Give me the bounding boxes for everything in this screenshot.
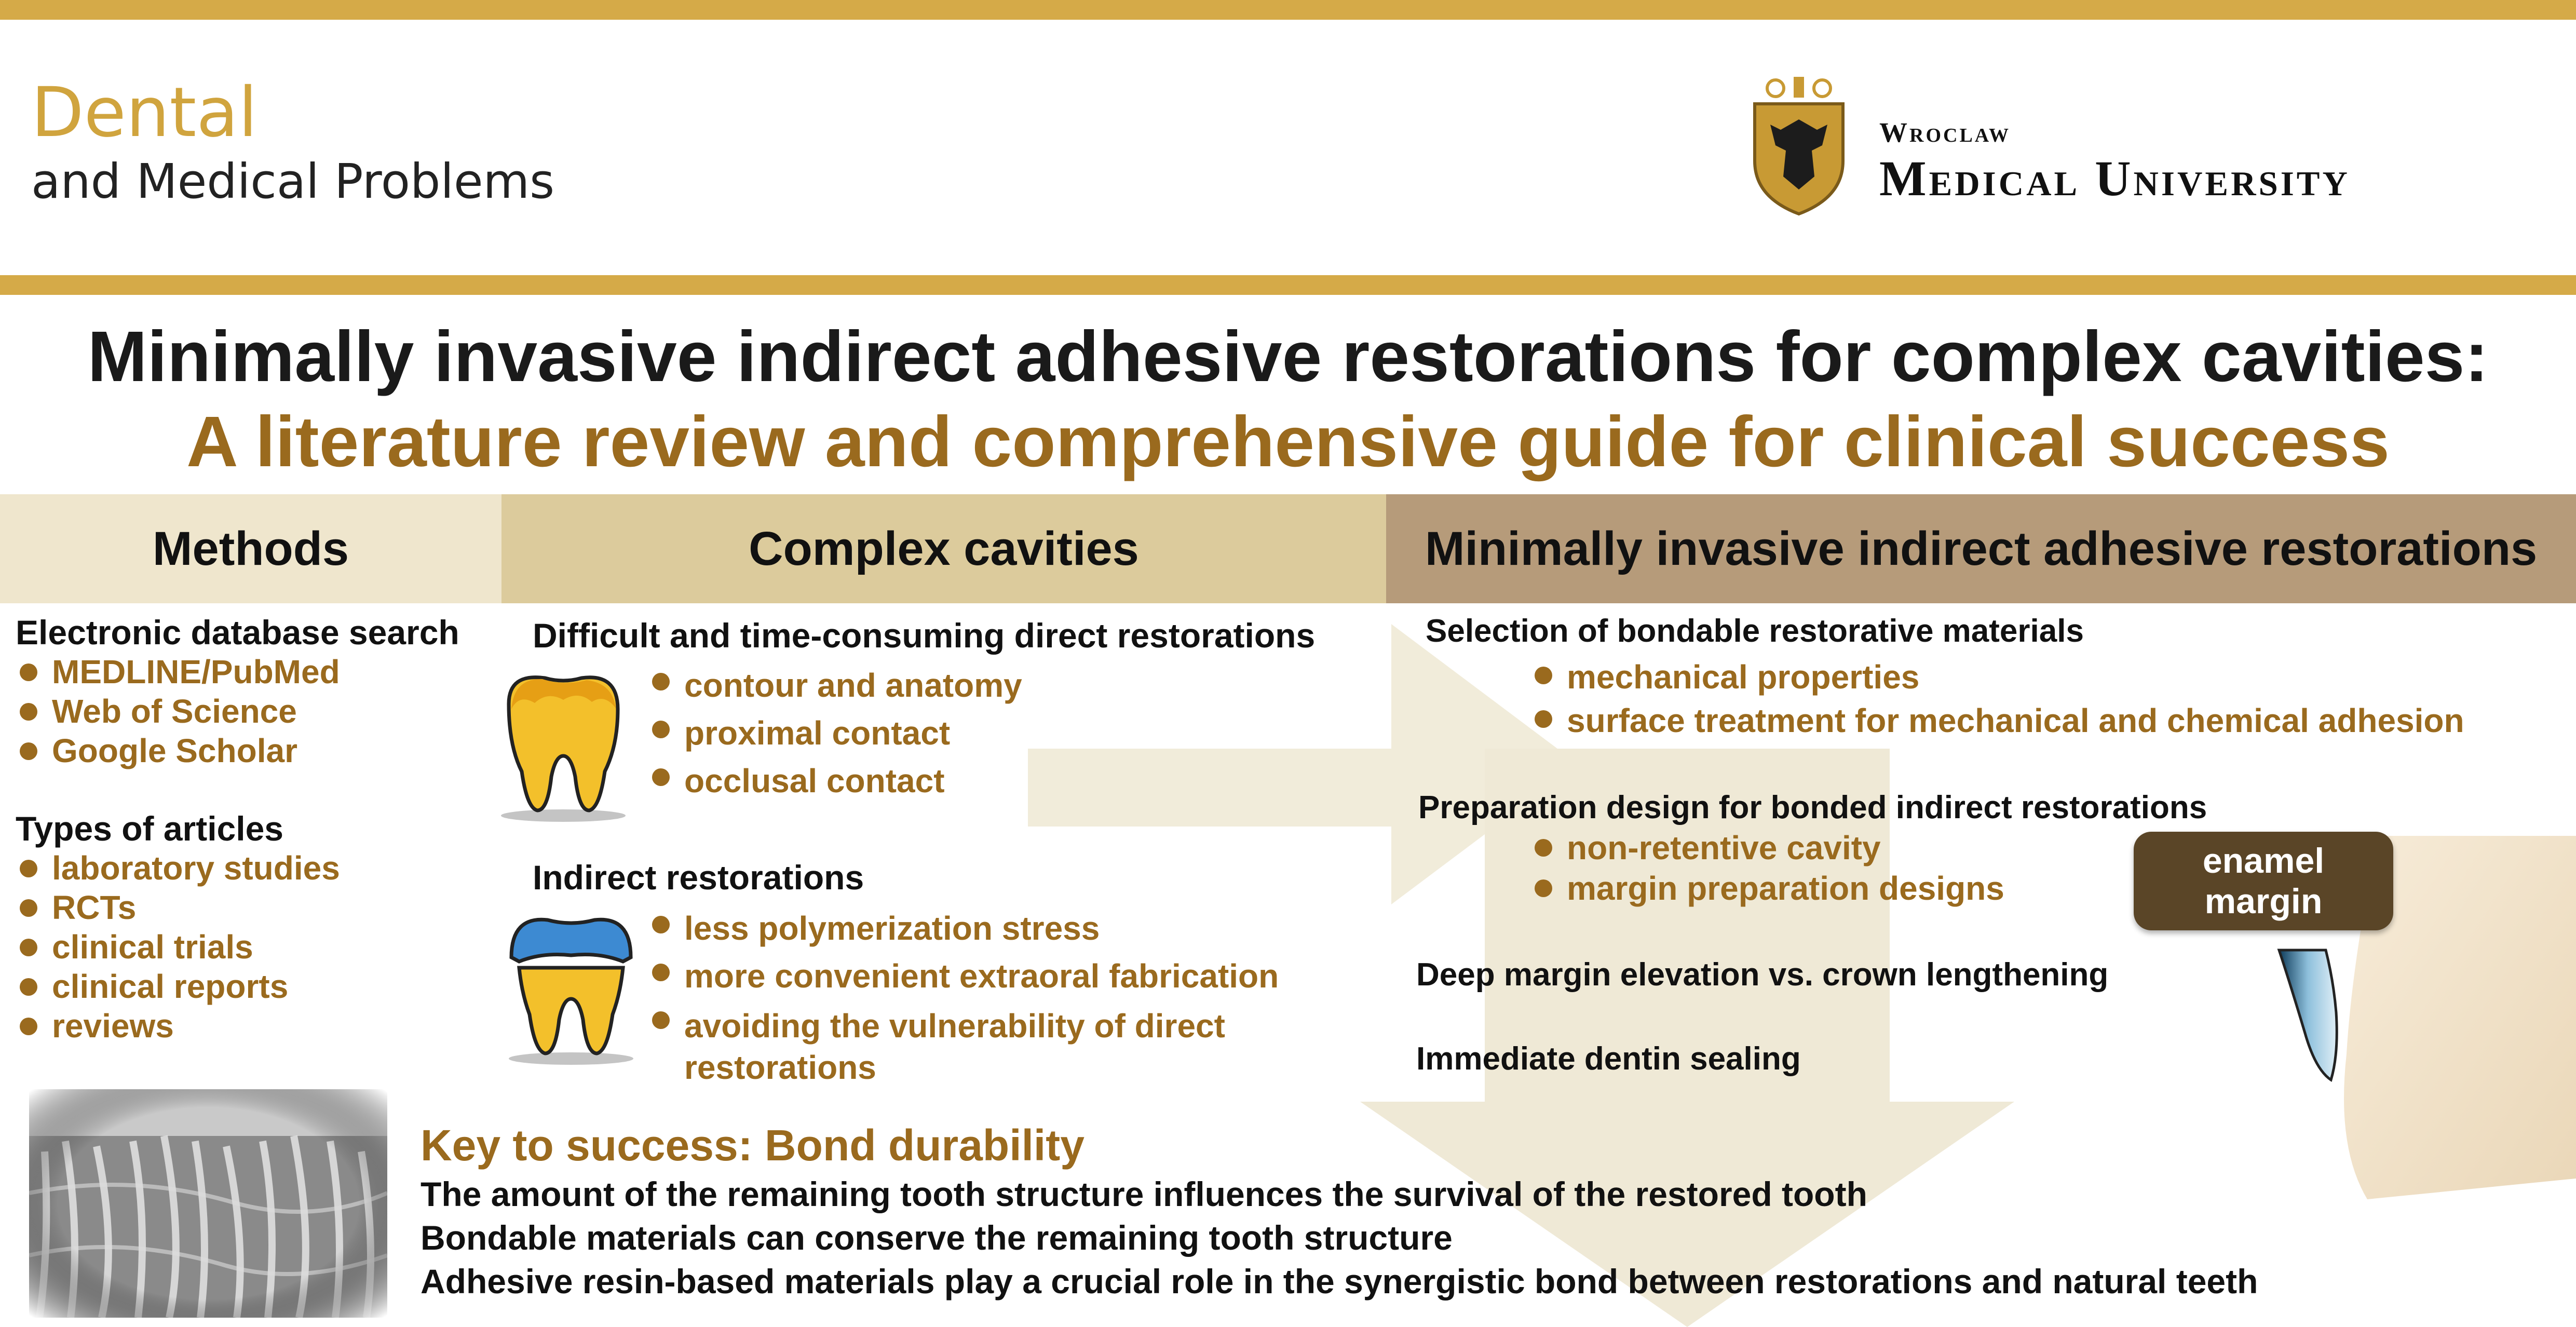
minimal-heading: Minimally invasive indirect adhesive restorations: [1425, 522, 2538, 575]
key-line-3: Adhesive resin-based materials play a crucial role in the synergistic bond between restorations and natural teeth: [421, 1262, 2258, 1301]
list-item: avoiding the vulnerability of direct restorations: [652, 1000, 1307, 1088]
indirect-list: [652, 904, 1307, 1088]
list-item: laboratory studies: [20, 848, 340, 888]
prep-list: [1535, 828, 2004, 909]
list-item: occlusal contact: [652, 757, 1022, 805]
key-line-1: The amount of the remaining tooth structure influences the survival of the restored tooth: [421, 1175, 1867, 1213]
database-list: [20, 652, 340, 770]
key-title: Key to success: Bond durability: [421, 1121, 1084, 1170]
list-item: less polymerization stress: [652, 904, 1307, 952]
badge-line2: margin: [2204, 882, 2323, 921]
complex-heading: Complex cavities: [749, 522, 1139, 575]
journal-name-line2: and Medical Problems: [31, 154, 555, 209]
journal-name-line1: Dental: [31, 73, 257, 153]
article-type-list: [20, 848, 340, 1046]
list-item: contour and anatomy: [652, 661, 1022, 709]
methods-header: [0, 494, 501, 603]
list-item: clinical reports: [20, 967, 340, 1006]
list-item: margin preparation designs: [1535, 868, 2004, 909]
tooth-indirect-icon: [496, 905, 646, 1066]
university-name-line2: Medical University: [1879, 151, 2350, 206]
prep-title: Preparation design for bonded indirect restorations: [1418, 790, 2207, 825]
title-line2: A literature review and comprehensive guide for clinical success: [186, 402, 2390, 482]
ids-title: Immediate dentin sealing: [1416, 1041, 1801, 1077]
list-item: clinical trials: [20, 927, 340, 967]
materials-list: [1535, 655, 2464, 742]
coat-of-arms-logo: [1744, 73, 1853, 218]
direct-title: Difficult and time-consuming direct restorations: [533, 616, 1316, 655]
complex-header: [501, 494, 1386, 603]
minimal-header: [1386, 494, 2576, 603]
title-line1: Minimally invasive indirect adhesive restorations for complex cavities:: [87, 317, 2489, 397]
list-item: MEDLINE/PubMed: [20, 652, 340, 692]
list-item: more convenient extraoral fabrication: [652, 952, 1307, 1000]
dme-title: Deep margin elevation vs. crown lengthening: [1416, 957, 2109, 993]
list-item: reviews: [20, 1006, 340, 1046]
list-item: non-retentive cavity: [1535, 828, 2004, 868]
top-gold-bar: [0, 0, 2576, 20]
header-divider-bar: [0, 275, 2576, 295]
list-item: Google Scholar: [20, 731, 340, 770]
enamel-margin-badge: [2134, 832, 2393, 930]
indirect-title: Indirect restorations: [533, 858, 864, 897]
key-line-2: Bondable materials can conserve the remaining tooth structure: [421, 1218, 1453, 1257]
list-item: proximal contact: [652, 709, 1022, 757]
list-item: RCTs: [20, 888, 340, 927]
sem-micrograph-image: [29, 1089, 387, 1318]
list-item: surface treatment for mechanical and chemical adhesion: [1535, 699, 2464, 742]
list-item: mechanical properties: [1535, 655, 2464, 699]
materials-title: Selection of bondable restorative materials: [1426, 613, 2084, 649]
list-item: Web of Science: [20, 692, 340, 731]
search-title: Electronic database search: [16, 613, 459, 652]
direct-list: [652, 661, 1022, 805]
university-name-line1: Wroclaw: [1879, 117, 2011, 148]
articles-title: Types of articles: [16, 809, 283, 848]
methods-heading: Methods: [152, 522, 349, 575]
tooth-direct-icon: [488, 668, 639, 823]
badge-line1: enamel: [2202, 841, 2325, 881]
